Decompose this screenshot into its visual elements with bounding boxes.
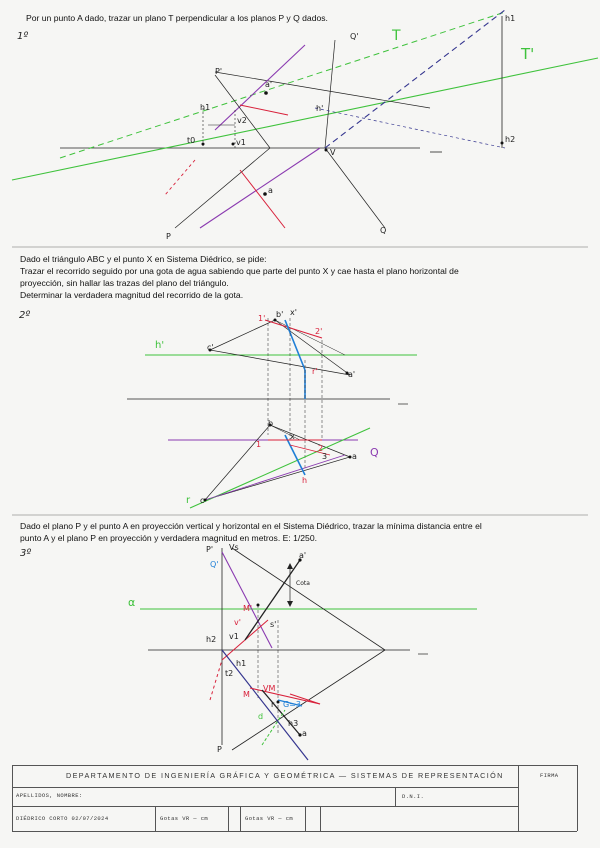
label-v1-3: v1 bbox=[229, 632, 239, 641]
problem1-statement: Por un punto A dado, trazar un plano T perpendicular a los planos P y Q dados. bbox=[26, 13, 328, 23]
label-t0: t0 bbox=[187, 136, 196, 145]
problem2-number: 2º bbox=[19, 310, 31, 321]
label-c: c bbox=[200, 496, 205, 505]
problem1-number: 1º bbox=[17, 31, 29, 42]
label-v-prime: v' bbox=[234, 618, 241, 627]
label-P-prime: P' bbox=[215, 67, 223, 76]
label-h3: h3 bbox=[288, 719, 299, 728]
label-Q-prime-3: Q' bbox=[210, 560, 219, 569]
label-r-3: r bbox=[271, 700, 275, 709]
footer-left-border bbox=[12, 765, 13, 831]
footer-dni-divider bbox=[395, 787, 396, 806]
problem2-line-3: proyección, sin hallar las trazas del plano del triángulo. bbox=[20, 278, 229, 288]
footer-cell-1: Gotas VR — cm bbox=[160, 815, 209, 822]
label-a: a bbox=[268, 186, 273, 195]
label-3: 3 bbox=[322, 452, 328, 461]
label-a-prime-2: a' bbox=[348, 370, 356, 379]
problem2-line-4: Determinar la verdadera magnitud del recorrido de la gota. bbox=[20, 290, 244, 300]
label-1-prime: 1' bbox=[258, 314, 266, 323]
footer-right-border bbox=[577, 765, 578, 831]
footer-top-border bbox=[12, 765, 577, 766]
footer-firma: FIRMA bbox=[540, 772, 559, 779]
footer-date: DIÉDRICO CORTO 02/07/2024 bbox=[16, 815, 109, 822]
problem3-number: 3º bbox=[20, 548, 32, 559]
label-h-bottom: h2 bbox=[505, 135, 516, 144]
label-h1-3: h1 bbox=[236, 659, 247, 668]
footer-row-divider-1 bbox=[12, 787, 518, 788]
label-P-3: P bbox=[217, 745, 222, 754]
label-s-prime: s' bbox=[270, 620, 277, 629]
label-d: d bbox=[258, 712, 264, 721]
label-VM: VM bbox=[263, 684, 276, 693]
label-a-2: a bbox=[352, 452, 357, 461]
footer-bottom-border bbox=[12, 831, 577, 832]
label-T: T bbox=[392, 28, 401, 44]
label-h-prime: h' bbox=[316, 104, 324, 113]
label-V: V bbox=[330, 148, 336, 157]
label-h-prime-2: h' bbox=[155, 340, 165, 351]
label-r-prime: r' bbox=[312, 367, 318, 376]
footer-department: DEPARTAMENTO DE INGENIERÍA GRÁFICA Y GEOMÉTRICA — SISTEMAS DE REPRESENTACIÓN bbox=[66, 771, 504, 780]
label-x-prime: x' bbox=[290, 308, 297, 317]
label-alpha: α bbox=[128, 596, 136, 609]
footer-cell-divider-5 bbox=[228, 806, 229, 831]
label-h-2: h bbox=[302, 476, 308, 485]
label-b-prime: b' bbox=[276, 310, 284, 319]
footer-dni: D.N.I. bbox=[402, 793, 425, 800]
label-h2-3: h2 bbox=[206, 635, 217, 644]
label-a-prime-3: a' bbox=[299, 551, 307, 560]
label-P: P bbox=[166, 232, 171, 241]
label-M-prime: M' bbox=[243, 604, 253, 613]
footer-row-divider-2 bbox=[12, 806, 518, 807]
label-a-prime: a' bbox=[265, 80, 273, 89]
footer-cell-divider-1 bbox=[155, 806, 156, 831]
label-h1: h1 bbox=[200, 103, 211, 112]
problem2-line-2: Trazar el recorrido seguido por una gota de agua sabiendo que parte del punto X y cae hasta el plano horizontal de bbox=[20, 266, 459, 276]
label-cota: Cota bbox=[296, 580, 310, 587]
label-b: b bbox=[268, 419, 274, 428]
footer-cell-divider-3 bbox=[305, 806, 306, 831]
label-M: M bbox=[243, 690, 250, 699]
problem2-line-1: Dado el triángulo ABC y el punto X en Sistema Diédrico, se pide: bbox=[20, 254, 267, 264]
label-G: G=3 bbox=[283, 700, 301, 709]
label-h-top: h1 bbox=[505, 14, 516, 23]
problem2-drawing bbox=[127, 318, 417, 508]
label-T-prime: T' bbox=[521, 45, 535, 63]
label-Q-prime: Q' bbox=[350, 32, 359, 41]
footer-apellidos: APELLIDOS, NOMBRE: bbox=[16, 792, 83, 799]
label-P-prime-3: P' bbox=[206, 545, 214, 554]
label-2-prime: 2' bbox=[315, 327, 323, 336]
label-c-prime: c' bbox=[207, 343, 214, 352]
footer-cell-divider-2 bbox=[240, 806, 241, 831]
footer-firma-divider bbox=[518, 765, 519, 831]
problem1-drawing bbox=[12, 10, 598, 228]
footer-cell-2: Gotas VR — cm bbox=[245, 815, 294, 822]
label-2: 2 bbox=[318, 444, 324, 453]
label-Q-2: Q bbox=[370, 446, 379, 459]
label-Vs: Vs bbox=[229, 543, 239, 552]
label-1: 1 bbox=[256, 440, 262, 449]
problem3-line-1: Dado el plano P y el punto A en proyección vertical y horizontal en el Sistema Diédrico, trazar la mínima distancia entre el bbox=[20, 521, 482, 531]
label-Q: Q bbox=[380, 226, 387, 235]
label-a-3: a bbox=[302, 729, 307, 738]
label-r: r bbox=[186, 495, 191, 506]
footer-cell-divider-4 bbox=[320, 806, 321, 831]
label-v1: v1 bbox=[236, 138, 246, 147]
label-v2: v2 bbox=[237, 116, 247, 125]
label-t2: t2 bbox=[225, 669, 234, 678]
label-x: x bbox=[290, 432, 295, 441]
problem3-line-2: punto A y el plano P en proyección y verdadera magnitud en metros. E: 1/250. bbox=[20, 533, 317, 543]
